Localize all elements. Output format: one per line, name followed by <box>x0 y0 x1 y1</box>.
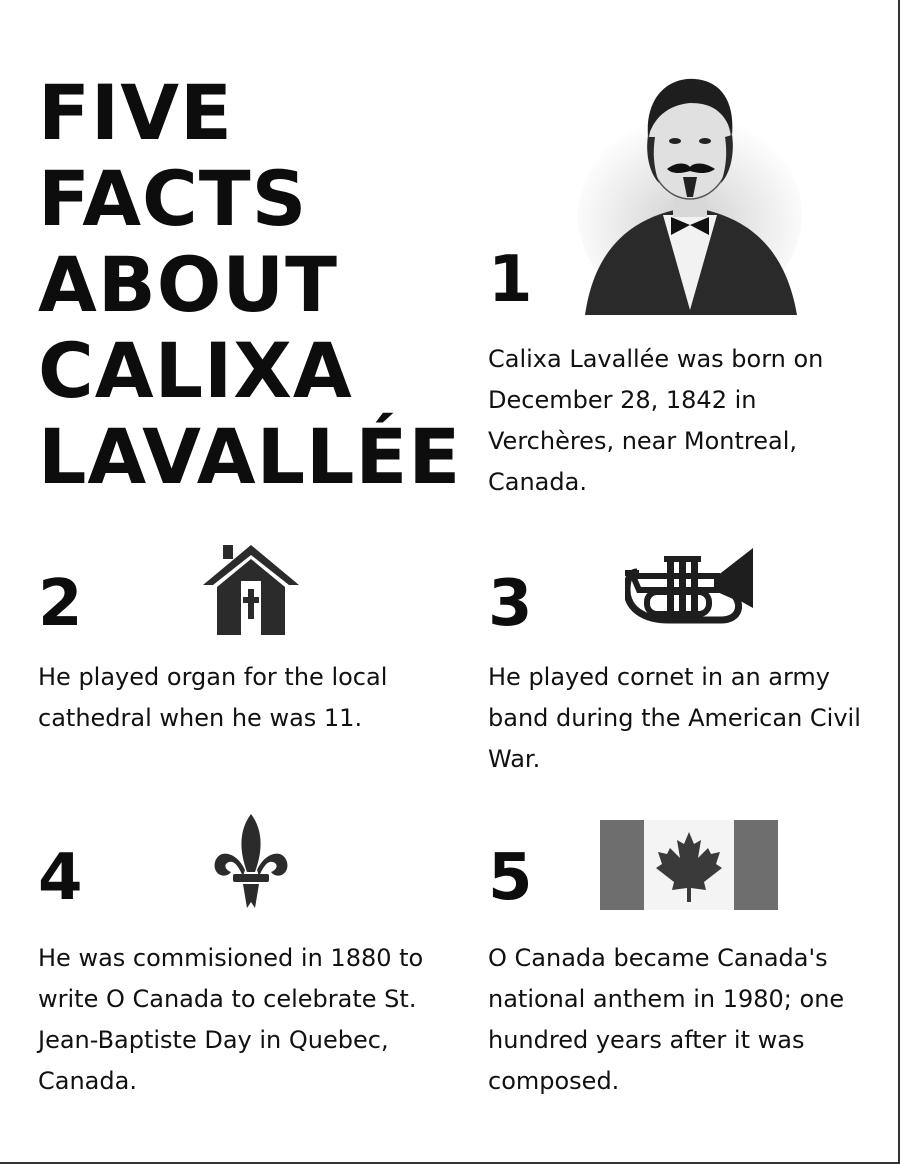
fact-5-text: O Canada became Canada's national anthem in 1980; one hundred years after it was composed. <box>488 944 845 1095</box>
title-line: CALIXA <box>38 326 353 415</box>
cornet-icon <box>625 546 757 630</box>
canada-flag-icon <box>600 820 778 910</box>
church-icon <box>203 543 299 635</box>
page-title <box>38 70 478 500</box>
title-line: ABOUT <box>38 240 338 329</box>
fact-2-text: He played organ for the local cathedral when he was 11. <box>38 663 388 732</box>
title-line: LAVALLÉE <box>38 412 462 501</box>
title-line: FIVE <box>38 68 233 157</box>
fact-3-number: 3 <box>488 567 533 641</box>
fact-5-number: 5 <box>488 841 533 915</box>
fact-4-number: 4 <box>38 841 83 915</box>
title-line: FACTS <box>38 154 308 243</box>
fact-2-number: 2 <box>38 567 83 641</box>
fact-1-text: Calixa Lavallée was born on December 28, 1842 in Verchères, near Montreal, Canada. <box>488 345 824 496</box>
portrait-icon <box>575 65 805 315</box>
fleur-de-lis-icon <box>213 812 289 910</box>
fact-4-text: He was commisioned in 1880 to write O Canada to celebrate St. Jean-Baptiste Day in Quebec, Canada. <box>38 944 424 1095</box>
fact-1-number: 1 <box>488 243 533 317</box>
fact-3-text: He played cornet in an army band during the American Civil War. <box>488 663 861 773</box>
